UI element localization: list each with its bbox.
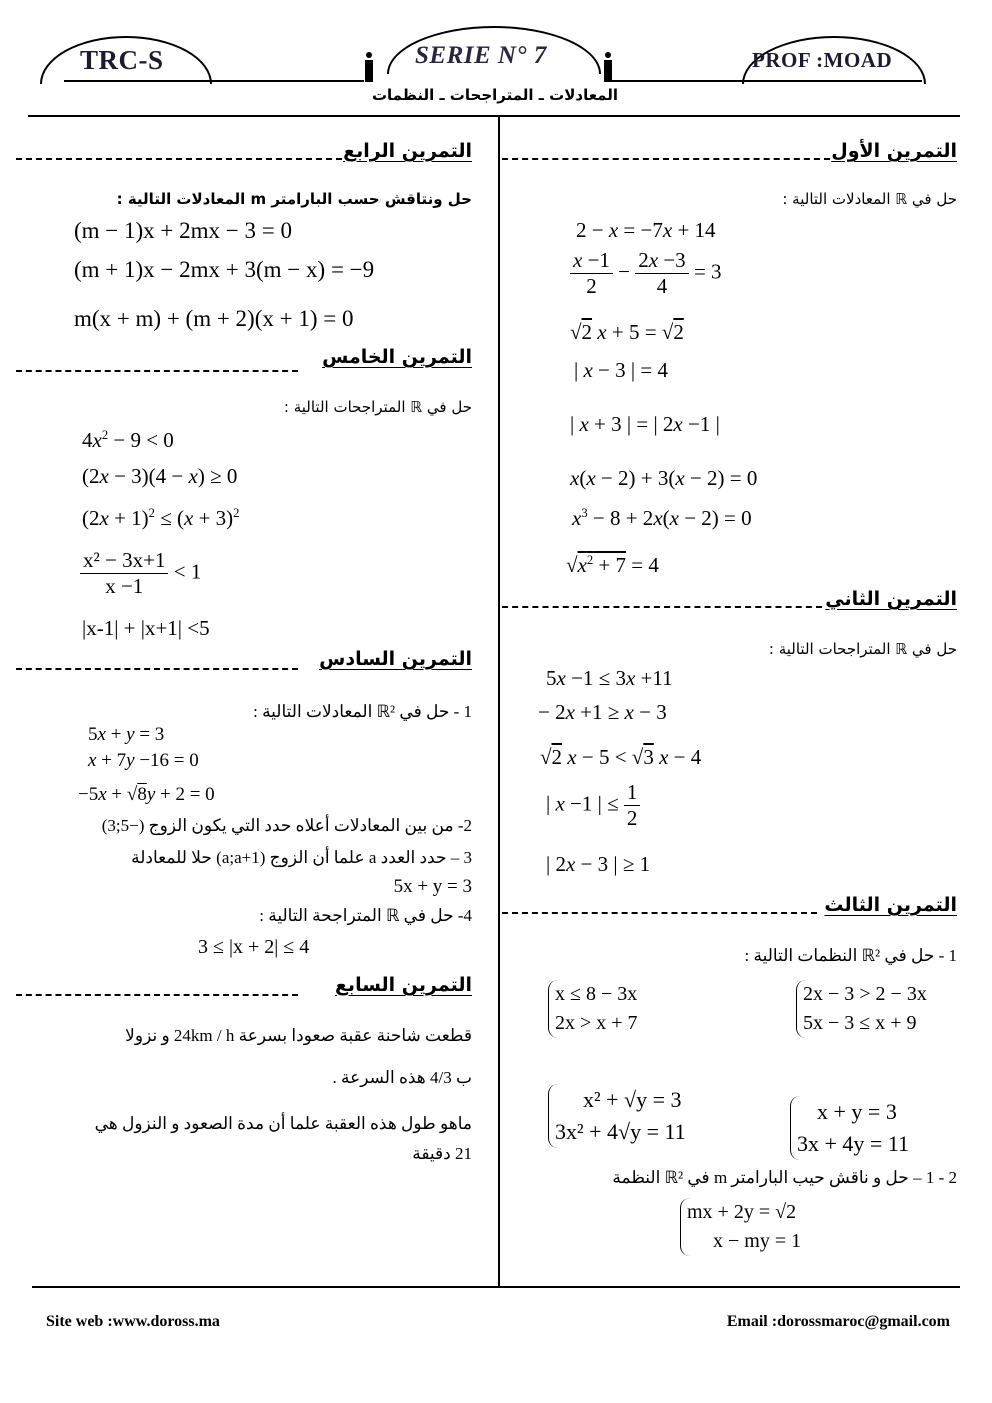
inequality: √2 x − 5 < √3 x − 4 bbox=[540, 745, 702, 769]
exercise-7-title: التمرين السابع bbox=[334, 974, 472, 996]
exercise-5-dashes bbox=[16, 370, 298, 372]
inequality: − 2x +1 ≥ x − 3 bbox=[538, 700, 667, 724]
exercise-4-instruction: حل ونتاقش حسب البارامتر m المعادلات التالية : bbox=[116, 190, 472, 208]
exercise-2-instruction: حل في ℝ المتراجحات التالية : bbox=[768, 640, 957, 658]
inequality: $(2x + 1)^2 \le (x + 3)^2$ bbox=[82, 506, 240, 530]
parametric-system bbox=[680, 1198, 801, 1256]
system-line: 5x − 3 ≤ x + 9 bbox=[803, 1012, 917, 1034]
exercise-3-instruction: 1 - حل في ℝ² النظمات التالية : bbox=[744, 946, 957, 965]
system-line: x ≤ 8 − 3x bbox=[555, 983, 638, 1005]
system bbox=[796, 980, 927, 1038]
header-bottom-rule bbox=[28, 115, 960, 117]
exercise-4-dashes bbox=[16, 158, 342, 160]
exercise-7-dashes bbox=[16, 994, 298, 996]
inequality: | x −1 | ≤ $\frac{1}{2}$ bbox=[546, 780, 640, 831]
equation: $\frac{x -1}{2}$ − $\frac{2x -3}{4}$ = 3 bbox=[570, 248, 722, 299]
exercise-7-line-4: 21 دقيقة bbox=[412, 1144, 472, 1163]
equation: 2 − x = −7x + 14 bbox=[576, 218, 716, 242]
system-line: mx + 2y = √2 bbox=[687, 1201, 797, 1223]
header-rule-left bbox=[64, 80, 364, 82]
equation: $√x^2 + 7 = 4$ bbox=[566, 553, 659, 577]
left-badge: TRC-S bbox=[80, 45, 164, 75]
system bbox=[548, 1084, 686, 1148]
exercise-4-title: التمرين الرابع bbox=[343, 140, 472, 162]
inequality: $4x^2 - 9 < 0$ bbox=[82, 428, 174, 452]
equation: | x + 3 | = | 2x −1 | bbox=[570, 412, 720, 436]
right-pillar bbox=[604, 60, 612, 82]
exercise-1-instruction: حل في ℝ المعادلات التالية : bbox=[782, 190, 957, 208]
equation: | x − 3 | = 4 bbox=[574, 358, 668, 382]
equation: x + 7y −16 = 0 bbox=[88, 750, 199, 771]
left-pillar bbox=[365, 60, 373, 82]
equation: $x^3 - 8 + 2x(x - 2) = 0$ bbox=[572, 506, 752, 530]
exercise-6-question-2: 2- من بين المعادلات أعلاه حدد التي يكون الزوج (−5;3) bbox=[101, 816, 472, 835]
exercise-6-question-3: 3 – حدد العدد a علما أن الزوج (a;a+1) حلا للمعادلة bbox=[131, 848, 472, 867]
exercise-6-question-1: 1 - حل في ℝ² المعادلات التالية : bbox=[253, 702, 472, 721]
right-badge: PROF :MOAD bbox=[752, 48, 893, 72]
equation: (m − 1)x + 2mx − 3 = 0 bbox=[74, 218, 292, 243]
column-divider bbox=[498, 116, 500, 1288]
inequality: 5x −1 ≤ 3x +11 bbox=[546, 666, 673, 690]
inequality: (2x − 3)(4 − x) ≥ 0 bbox=[82, 464, 238, 488]
exercise-3-title: التمرين الثالث bbox=[824, 894, 957, 916]
exercise-7-line-3: ماهو طول هذه العقبة علما أن مدة الصعود و النزول هي bbox=[94, 1114, 472, 1133]
page-subtitle: المعادلات ـ المتراجحات ـ النظمات bbox=[371, 86, 619, 104]
center-badge: SERIE N° 7 bbox=[415, 42, 547, 69]
exercise-3-dashes bbox=[502, 912, 817, 914]
system-line: x − my = 1 bbox=[713, 1230, 802, 1252]
exercise-6-dashes bbox=[16, 668, 298, 670]
exercise-5-instruction: حل في ℝ المتراجحات التالية : bbox=[283, 398, 472, 416]
inequality: $\frac{\text{x² − 3x+1}}{x -1}$ < 1 bbox=[80, 548, 201, 599]
exercise-2-title: التمرين الثاني bbox=[825, 588, 957, 610]
footer-rule bbox=[32, 1286, 960, 1288]
equation: √2 x + 5 = √2 bbox=[570, 320, 684, 344]
system-line: 2x − 3 > 2 − 3x bbox=[803, 983, 927, 1005]
system-line: 3x² + 4√y = 11 bbox=[555, 1118, 686, 1144]
system-line: 3x + 4y = 11 bbox=[797, 1130, 909, 1156]
footer-email[interactable]: Email :dorossmaroc@gmail.com bbox=[726, 1313, 950, 1330]
exercise-2-dashes bbox=[502, 606, 822, 608]
system bbox=[548, 980, 638, 1038]
exercise-1-title: التمرين الأول bbox=[831, 140, 957, 162]
inequality: 3 ≤ |x + 2| ≤ 4 bbox=[198, 936, 310, 958]
system-line: x² + √y = 3 bbox=[583, 1087, 682, 1112]
inequality: | 2x − 3 | ≥ 1 bbox=[546, 852, 651, 876]
footer-site[interactable]: Site web :www.doross.ma bbox=[46, 1313, 220, 1330]
left-pillar-knob bbox=[366, 52, 372, 58]
equation: 5x + y = 3 bbox=[88, 724, 165, 745]
system-line: 2x > x + 7 bbox=[555, 1012, 638, 1034]
right-pillar-knob bbox=[605, 52, 611, 58]
equation: −5x + √8y + 2 = 0 bbox=[78, 784, 215, 805]
exercise-7-line-2: ب 4/3 هذه السرعة . bbox=[332, 1068, 472, 1087]
inequality: |x-1| + |x+1| <5 bbox=[82, 616, 210, 640]
equation: x(x − 2) + 3(x − 2) = 0 bbox=[570, 466, 758, 490]
exercise-5-title: التمرين الخامس bbox=[322, 346, 472, 368]
system bbox=[790, 1096, 909, 1160]
exercise-6-title: التمرين السادس bbox=[319, 648, 472, 670]
exercise-3-part-2: 2 - 1 – حل و ناقش حيب البارامتر m في ℝ² النظمة bbox=[612, 1168, 957, 1187]
equation: m(x + m) + (m + 2)(x + 1) = 0 bbox=[74, 306, 354, 331]
equation: 5x + y = 3 bbox=[393, 876, 472, 897]
system-line: x + y = 3 bbox=[817, 1099, 897, 1124]
exercise-7-line-1: قطعت شاحنة عقبة صعودا بسرعة 24km / h و نزولا bbox=[125, 1026, 472, 1045]
exercise-1-dashes bbox=[502, 158, 830, 160]
exercise-6-question-4: 4- حل في ℝ المتراجحة التالية : bbox=[259, 906, 472, 925]
equation: (m + 1)x − 2mx + 3(m − x) = −9 bbox=[74, 257, 375, 282]
